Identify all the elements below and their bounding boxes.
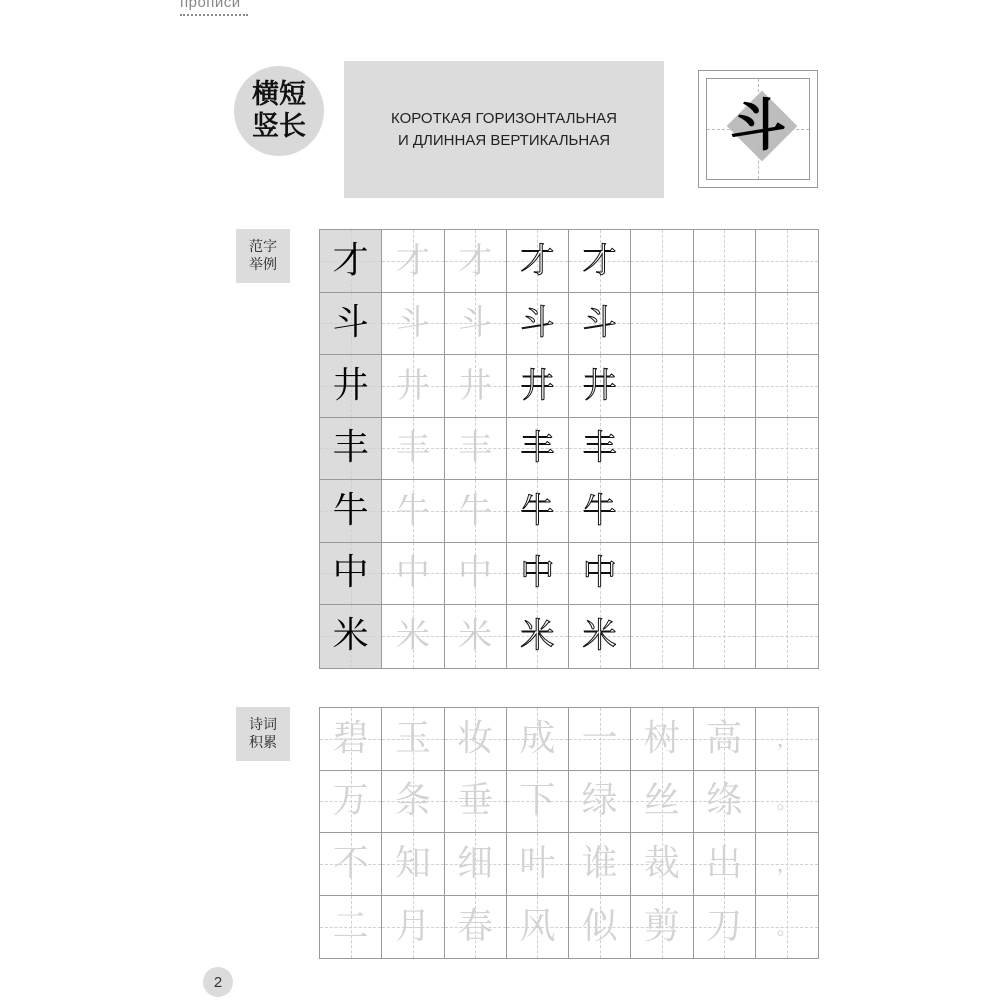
practice-cell[interactable] bbox=[631, 293, 693, 356]
outline-character: 丰 bbox=[582, 428, 617, 469]
practice-cell[interactable] bbox=[445, 355, 507, 418]
practice-cell[interactable] bbox=[320, 355, 382, 418]
poem-character: 二 bbox=[332, 905, 369, 947]
poem-character: 条 bbox=[394, 780, 431, 822]
trace-character: 中 bbox=[395, 553, 430, 594]
example-practice-grid bbox=[319, 229, 819, 669]
poem-cell[interactable] bbox=[569, 708, 631, 771]
practice-cell[interactable] bbox=[445, 230, 507, 293]
poem-cell[interactable] bbox=[631, 708, 693, 771]
poem-cell[interactable] bbox=[320, 771, 382, 834]
poem-character: 细 bbox=[457, 842, 494, 884]
practice-cell[interactable] bbox=[320, 418, 382, 481]
poem-cell[interactable] bbox=[382, 833, 444, 896]
header-underline bbox=[180, 14, 248, 16]
feature-character-box bbox=[698, 70, 818, 188]
poem-cell[interactable] bbox=[320, 896, 382, 959]
poem-row bbox=[320, 771, 818, 834]
trace-character: 井 bbox=[458, 365, 493, 406]
poem-character: 高 bbox=[706, 717, 743, 759]
model-character: 牛 bbox=[332, 489, 369, 531]
practice-cell[interactable] bbox=[694, 418, 756, 481]
trace-character: 丰 bbox=[395, 428, 430, 469]
practice-cell[interactable] bbox=[756, 543, 818, 606]
trace-character: 牛 bbox=[458, 490, 493, 531]
trace-character: 中 bbox=[458, 553, 493, 594]
poem-cell[interactable] bbox=[382, 771, 444, 834]
practice-cell[interactable] bbox=[756, 418, 818, 481]
practice-cell[interactable] bbox=[756, 355, 818, 418]
poem-character: 谁 bbox=[581, 842, 618, 884]
trace-character: 才 bbox=[458, 240, 493, 281]
examples-label-line1: 范字 bbox=[249, 239, 277, 255]
model-character: 中 bbox=[332, 552, 369, 594]
grid-row bbox=[320, 605, 818, 668]
header-section-label: прописи bbox=[180, 0, 241, 11]
poem-row bbox=[320, 896, 818, 959]
practice-cell[interactable] bbox=[445, 605, 507, 668]
examples-label-line2: 举例 bbox=[249, 257, 277, 273]
poem-cell[interactable] bbox=[694, 771, 756, 834]
poem-cell[interactable] bbox=[320, 708, 382, 771]
practice-cell[interactable] bbox=[756, 293, 818, 356]
outline-character: 牛 bbox=[582, 490, 617, 531]
practice-cell[interactable] bbox=[445, 418, 507, 481]
trace-character: 井 bbox=[395, 365, 430, 406]
practice-cell[interactable] bbox=[631, 230, 693, 293]
practice-cell[interactable] bbox=[320, 543, 382, 606]
poem-cell[interactable] bbox=[382, 896, 444, 959]
poem-cell[interactable] bbox=[507, 771, 569, 834]
poem-punctuation: ， bbox=[776, 726, 797, 751]
poem-cell[interactable] bbox=[756, 833, 818, 896]
practice-cell[interactable] bbox=[631, 605, 693, 668]
poem-character: 玉 bbox=[394, 717, 431, 759]
feature-character: 斗 bbox=[730, 94, 786, 159]
lesson-title-line2: И ДЛИННАЯ ВЕРТИКАЛЬНАЯ bbox=[397, 131, 611, 149]
practice-cell[interactable] bbox=[507, 230, 569, 293]
trace-character: 牛 bbox=[395, 490, 430, 531]
poem-cell[interactable] bbox=[445, 708, 507, 771]
poem-section-label bbox=[236, 707, 290, 761]
poem-cell[interactable] bbox=[445, 896, 507, 959]
practice-cell[interactable] bbox=[756, 230, 818, 293]
poem-cell[interactable] bbox=[569, 833, 631, 896]
grid-row bbox=[320, 480, 818, 543]
practice-cell[interactable] bbox=[320, 230, 382, 293]
examples-section-label bbox=[236, 229, 290, 283]
poem-character: 丝 bbox=[643, 780, 680, 822]
practice-cell[interactable] bbox=[320, 480, 382, 543]
model-character: 丰 bbox=[332, 427, 369, 469]
practice-cell[interactable] bbox=[694, 293, 756, 356]
grid-row bbox=[320, 543, 818, 606]
grid-row bbox=[320, 355, 818, 418]
practice-cell[interactable] bbox=[382, 355, 444, 418]
poem-practice-grid bbox=[319, 707, 819, 959]
poem-row bbox=[320, 833, 818, 896]
outline-character: 牛 bbox=[520, 490, 555, 531]
practice-cell[interactable] bbox=[382, 293, 444, 356]
model-character: 斗 bbox=[332, 302, 369, 344]
poem-label-line2: 积累 bbox=[249, 735, 277, 751]
grid-row bbox=[320, 418, 818, 481]
poem-character: 月 bbox=[394, 905, 431, 947]
poem-character: 剪 bbox=[643, 905, 680, 947]
poem-cell[interactable] bbox=[694, 708, 756, 771]
practice-cell[interactable] bbox=[631, 355, 693, 418]
outline-character: 米 bbox=[582, 616, 617, 657]
poem-character: 裁 bbox=[643, 842, 680, 884]
outline-character: 丰 bbox=[520, 428, 555, 469]
poem-character: 万 bbox=[332, 780, 369, 822]
poem-cell[interactable] bbox=[756, 771, 818, 834]
poem-character: 叶 bbox=[519, 842, 556, 884]
poem-cell[interactable] bbox=[320, 833, 382, 896]
practice-cell[interactable] bbox=[382, 230, 444, 293]
practice-cell[interactable] bbox=[756, 480, 818, 543]
practice-cell[interactable] bbox=[507, 418, 569, 481]
grid-row bbox=[320, 230, 818, 293]
practice-cell[interactable] bbox=[694, 543, 756, 606]
poem-punctuation: 。 bbox=[776, 914, 797, 939]
outline-character: 井 bbox=[520, 365, 555, 406]
poem-cell[interactable] bbox=[694, 833, 756, 896]
poem-cell[interactable] bbox=[694, 896, 756, 959]
poem-cell[interactable] bbox=[569, 771, 631, 834]
practice-cell[interactable] bbox=[569, 605, 631, 668]
poem-cell[interactable] bbox=[631, 896, 693, 959]
practice-cell[interactable] bbox=[320, 293, 382, 356]
poem-character: 知 bbox=[394, 842, 431, 884]
practice-cell[interactable] bbox=[569, 543, 631, 606]
outline-character: 井 bbox=[582, 365, 617, 406]
practice-cell[interactable] bbox=[382, 605, 444, 668]
model-character: 井 bbox=[332, 364, 369, 406]
practice-cell[interactable] bbox=[694, 480, 756, 543]
practice-cell[interactable] bbox=[382, 418, 444, 481]
trace-character: 才 bbox=[395, 240, 430, 281]
poem-character: 妆 bbox=[457, 717, 494, 759]
poem-character: 春 bbox=[457, 905, 494, 947]
outline-character: 才 bbox=[582, 240, 617, 281]
poem-cell[interactable] bbox=[507, 896, 569, 959]
outline-character: 米 bbox=[520, 616, 555, 657]
poem-character: 出 bbox=[706, 842, 743, 884]
practice-cell[interactable] bbox=[382, 543, 444, 606]
practice-cell[interactable] bbox=[569, 480, 631, 543]
poem-cell[interactable] bbox=[756, 896, 818, 959]
poem-cell[interactable] bbox=[445, 771, 507, 834]
poem-character: 一 bbox=[581, 717, 618, 759]
poem-cell[interactable] bbox=[382, 708, 444, 771]
practice-cell[interactable] bbox=[382, 480, 444, 543]
poem-cell[interactable] bbox=[631, 833, 693, 896]
practice-cell[interactable] bbox=[445, 293, 507, 356]
practice-cell[interactable] bbox=[320, 605, 382, 668]
poem-character: 绦 bbox=[706, 780, 743, 822]
trace-character: 丰 bbox=[458, 428, 493, 469]
poem-cell[interactable] bbox=[507, 833, 569, 896]
outline-character: 中 bbox=[520, 553, 555, 594]
practice-cell[interactable] bbox=[569, 293, 631, 356]
poem-character: 不 bbox=[332, 842, 369, 884]
poem-character: 下 bbox=[519, 780, 556, 822]
poem-cell[interactable] bbox=[507, 708, 569, 771]
practice-cell[interactable] bbox=[756, 605, 818, 668]
practice-cell[interactable] bbox=[694, 355, 756, 418]
practice-cell[interactable] bbox=[507, 355, 569, 418]
poem-cell[interactable] bbox=[756, 708, 818, 771]
model-character: 米 bbox=[332, 615, 369, 657]
practice-cell[interactable] bbox=[631, 543, 693, 606]
practice-cell[interactable] bbox=[694, 230, 756, 293]
poem-character: 成 bbox=[519, 717, 556, 759]
poem-punctuation: ， bbox=[776, 851, 797, 876]
lesson-title-line1: КОРОТКАЯ ГОРИЗОНТАЛЬНАЯ bbox=[391, 109, 617, 127]
poem-cell[interactable] bbox=[445, 833, 507, 896]
trace-character: 斗 bbox=[395, 303, 430, 344]
trace-character: 斗 bbox=[458, 303, 493, 344]
outline-character: 斗 bbox=[520, 303, 555, 344]
stroke-rule-badge bbox=[234, 66, 324, 156]
outline-character: 中 bbox=[582, 553, 617, 594]
stroke-rule-line2: 竖长 bbox=[252, 111, 306, 142]
poem-character: 刀 bbox=[706, 905, 743, 947]
page-number: 2 bbox=[203, 967, 233, 997]
practice-cell[interactable] bbox=[631, 418, 693, 481]
lesson-title-box bbox=[344, 61, 664, 198]
trace-character: 米 bbox=[458, 616, 493, 657]
trace-character: 米 bbox=[395, 616, 430, 657]
poem-cell[interactable] bbox=[631, 771, 693, 834]
practice-cell[interactable] bbox=[445, 480, 507, 543]
practice-cell[interactable] bbox=[631, 480, 693, 543]
poem-character: 绿 bbox=[581, 780, 618, 822]
poem-row bbox=[320, 708, 818, 771]
poem-label-line1: 诗词 bbox=[249, 717, 277, 733]
poem-character: 垂 bbox=[457, 780, 494, 822]
outline-character: 才 bbox=[520, 240, 555, 281]
poem-character: 似 bbox=[581, 905, 618, 947]
poem-character: 树 bbox=[643, 717, 680, 759]
practice-cell[interactable] bbox=[507, 543, 569, 606]
stroke-rule-line1: 横短 bbox=[252, 79, 306, 110]
practice-cell[interactable] bbox=[569, 355, 631, 418]
practice-cell[interactable] bbox=[507, 605, 569, 668]
practice-cell[interactable] bbox=[507, 293, 569, 356]
practice-cell[interactable] bbox=[694, 605, 756, 668]
poem-character: 风 bbox=[519, 905, 556, 947]
poem-cell[interactable] bbox=[569, 896, 631, 959]
practice-cell[interactable] bbox=[445, 543, 507, 606]
outline-character: 斗 bbox=[582, 303, 617, 344]
grid-row bbox=[320, 293, 818, 356]
practice-cell[interactable] bbox=[569, 418, 631, 481]
poem-punctuation: 。 bbox=[776, 789, 797, 814]
feature-character-grid bbox=[706, 78, 810, 180]
practice-cell[interactable] bbox=[569, 230, 631, 293]
model-character: 才 bbox=[332, 239, 369, 281]
poem-character: 碧 bbox=[332, 717, 369, 759]
practice-cell[interactable] bbox=[507, 480, 569, 543]
